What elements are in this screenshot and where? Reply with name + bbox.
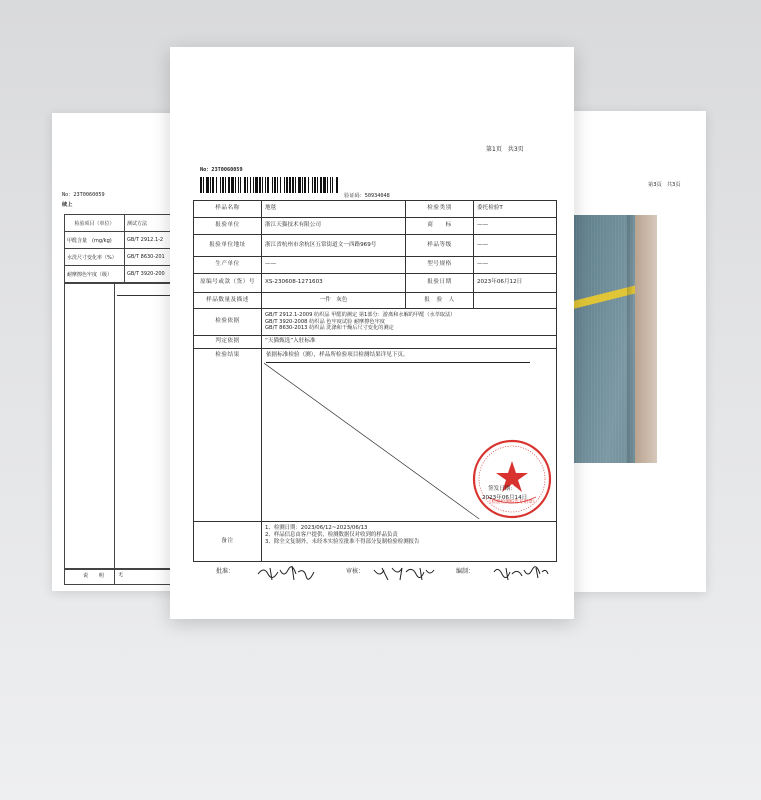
basis-line: GB/T 8630-2013 纺织品 洗涤和干燥后尺寸变化的测定 (265, 325, 394, 332)
page-indicator: 第3页 共3页 (648, 182, 681, 188)
barcode-bar (228, 177, 230, 193)
remarks-value: 无 (118, 572, 124, 578)
barcode-bar (272, 177, 273, 193)
barcode-bar (330, 177, 331, 193)
photo-background (635, 215, 657, 463)
value-grade: —— (474, 235, 557, 257)
row-item: 耐摩擦色牢度（级） (65, 266, 125, 283)
compiler-signature-icon (492, 562, 550, 584)
label-style: 原编号或款（货）号 (194, 274, 262, 293)
value-person (474, 293, 557, 309)
value-sample-name: 地毯 (262, 201, 406, 218)
column-divider (114, 569, 115, 584)
barcode-bar (336, 177, 338, 193)
barcode-bar (317, 177, 318, 193)
column-divider (114, 284, 115, 569)
label-person: 报 验 人 (406, 293, 474, 309)
barcode-bar (298, 177, 301, 193)
label-date: 报验日期 (406, 274, 474, 293)
table-row (194, 522, 557, 562)
barcode-bar (314, 177, 316, 193)
table-row (194, 336, 557, 349)
label-quantity: 样品数量及描述 (194, 293, 262, 309)
value-inspect-type: 委托检验T (474, 201, 557, 218)
label-grade: 样品等级 (406, 235, 474, 257)
note-line: 1、检测日期：2023/06/12~2023/06/13 (265, 525, 368, 531)
barcode-icon (200, 177, 338, 193)
header-method: 测试方法 (125, 215, 190, 232)
row-item: 水洗尺寸变化率（%） (65, 249, 125, 266)
row-method: GB/T 8630-201 (125, 249, 190, 266)
barcode-bar (203, 177, 204, 193)
review-label: 审核： (346, 568, 365, 575)
barcode-bar (250, 177, 251, 193)
value-judge: “天猫甄选”入驻标准 (262, 336, 557, 349)
note-line: 2、样品信息由客户提供，检测数据仅对收到的样品负责 (265, 532, 398, 539)
barcode-bar (216, 177, 217, 193)
barcode-bar (220, 177, 221, 193)
barcode-bar (210, 177, 211, 193)
roll-edge-shadow (627, 215, 635, 463)
barcode-bar (332, 177, 333, 193)
result-text: 依据标准检验（测），样品所检验项目检测结果详见下页。 (266, 352, 409, 358)
label-basis: 检验依据 (194, 309, 262, 336)
report-page-front (170, 47, 574, 619)
barcode-bar (286, 177, 288, 193)
value-result (262, 349, 557, 522)
value-basis (262, 309, 557, 336)
barcode-bar (320, 177, 322, 193)
reviewer-signature-icon (370, 562, 436, 584)
barcode-bar (265, 177, 266, 193)
barcode-bar (302, 177, 303, 193)
value-style: XS-230608-1271603 (262, 274, 406, 293)
barcode-bar (200, 177, 202, 193)
barcode-bar (274, 177, 276, 193)
barcode-bar (240, 177, 241, 193)
barcode-bar (295, 177, 296, 193)
row-item: 甲醛含量 (mg/kg) (65, 232, 125, 249)
report-page-back-left (52, 113, 184, 591)
issue-date-label: 签发日期： (488, 486, 516, 492)
barcode-bar (238, 177, 239, 193)
compile-label: 编制： (456, 568, 475, 575)
value-address: 浙江省杭州市余杭区五常街道文一西路969号 (262, 235, 406, 257)
verification-code: 验证码：50934048 (344, 193, 390, 199)
seal-text: （检验检测报告专用章） (486, 500, 538, 505)
barcode-bar (284, 177, 285, 193)
label-address: 报验单位地址 (194, 235, 262, 257)
table-row (194, 309, 557, 336)
continued-label: 续上 (62, 202, 73, 208)
barcode-bar (231, 177, 234, 193)
table-row (194, 218, 557, 235)
value-producer: —— (262, 257, 406, 274)
table-row (194, 274, 557, 293)
approve-label: 批准： (216, 568, 235, 575)
row-method: GB/T 2912.1-2 (125, 232, 190, 249)
report-page-back-right (573, 111, 706, 592)
barcode-bar (206, 177, 209, 193)
report-number: No：23T0060059 (200, 167, 243, 173)
barcode-bar (225, 177, 226, 193)
barcode-bar (327, 177, 328, 193)
table-row (194, 349, 557, 522)
barcode-bar (280, 177, 281, 193)
label-sample-name: 样品名称 (194, 201, 262, 218)
label-brand: 商 标 (406, 218, 474, 235)
barcode-bar (222, 177, 224, 193)
barcode-bar (244, 177, 246, 193)
approver-signature-icon (256, 562, 316, 584)
barcode-bar (312, 177, 313, 193)
note-line: 3、除全文复制外，未经本实验室批准不得部分复制检验检测报告 (265, 539, 420, 546)
value-brand: —— (474, 218, 557, 235)
report-table (193, 200, 557, 562)
barcode-bar (277, 177, 278, 193)
basis-line: GB/T 2912.1-2009 纺织品 甲醛的测定 第1部分：游离和水解的甲醛（水萃取法） (265, 311, 456, 318)
barcode-bar (212, 177, 214, 193)
remarks-row (64, 568, 185, 585)
barcode-bar (289, 177, 291, 193)
label-notes: 备注 (194, 522, 262, 562)
basis-line: GB/T 3920-2008 纺织品 色牢度试验 耐摩擦色牢度 (265, 318, 385, 325)
row-method: GB/T 3920-200 (125, 266, 190, 283)
barcode-bar (259, 177, 261, 193)
value-quantity: 一件 灰色 (262, 293, 406, 309)
barcode-bar (267, 177, 269, 193)
barcode-bar (308, 177, 309, 193)
table-row (194, 257, 557, 274)
signature-row (200, 562, 550, 584)
blank-results-area (64, 283, 185, 570)
label-applicant: 报验单位 (194, 218, 262, 235)
value-applicant: 浙江天猫技术有限公司 (262, 218, 406, 235)
barcode-bar (262, 177, 263, 193)
label-producer: 生产单位 (194, 257, 262, 274)
table-row (194, 293, 557, 309)
remarks-label: 说 明 (83, 573, 104, 579)
table-row (194, 201, 557, 218)
value-notes (262, 522, 557, 562)
barcode-bar (235, 177, 236, 193)
label-result: 检验结果 (194, 349, 262, 522)
barcode-bar (247, 177, 248, 193)
sample-photo (573, 215, 657, 463)
official-seal-icon (470, 437, 554, 521)
label-judge: 判定依据 (194, 336, 262, 349)
label-model: 型号规格 (406, 257, 474, 274)
page-indicator: 第1页 共3页 (486, 146, 524, 153)
header-item: 检验项目（单位） (65, 215, 125, 232)
table-row (194, 235, 557, 257)
label-inspect-type: 检验类别 (406, 201, 474, 218)
barcode-bar (304, 177, 306, 193)
issue-date: 2023年06月14日 (482, 495, 528, 501)
barcode-bar (255, 177, 258, 193)
value-date: 2023年06月12日 (474, 274, 557, 293)
value-model: —— (474, 257, 557, 274)
barcode-bar (323, 177, 326, 193)
barcode-bar (253, 177, 254, 193)
report-number: No：23T0060059 (62, 192, 105, 198)
barcode-bar (292, 177, 294, 193)
